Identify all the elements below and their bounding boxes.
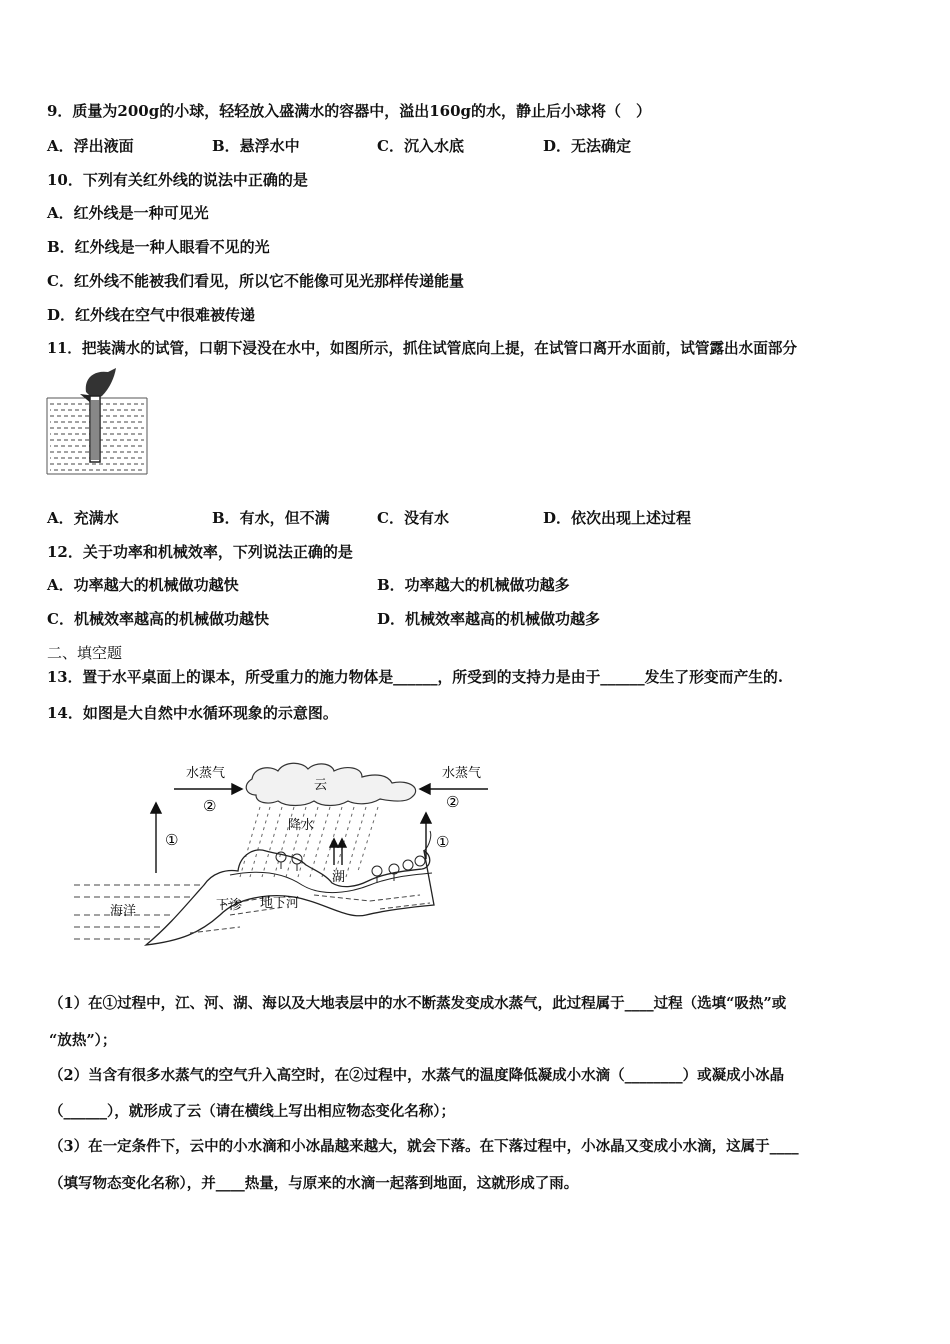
- label-ocean: 海洋: [110, 904, 137, 919]
- section-heading: 二、填空题: [47, 644, 123, 662]
- label-circle1-left: ①: [165, 831, 179, 849]
- water-cycle-figure: [70, 755, 490, 950]
- q12-stem: 12．关于功率和机械效率，下列说法正确的是: [47, 543, 353, 561]
- q14-part1-line2: “放热”）；: [49, 1032, 117, 1049]
- label-vapor-right: 水蒸气: [442, 766, 482, 781]
- label-cloud: 云: [314, 778, 328, 793]
- q10-option-c[interactable]: C．红外线不能被我们看见，所以它不能像可见光那样传递能量: [47, 272, 464, 290]
- label-lake: 湖: [332, 870, 346, 885]
- q13-stem: 13．置于水平桌面上的课本，所受重力的施力物体是______，所受到的支持力是由于______发生了形变而产生的.: [47, 669, 783, 686]
- q14-stem: 14．如图是大自然中水循环现象的示意图。: [47, 704, 338, 722]
- q10-option-a[interactable]: A．红外线是一种可见光: [47, 204, 209, 222]
- q14-part3-line1: （3）在一定条件下，云中的小水滴和小冰晶越来越大，就会下落。在下落过程中，小冰晶又变成小水滴，这属于____: [49, 1138, 799, 1155]
- q14-part2-line2: （______），就形成了云（请在横线上写出相应物态变化名称）；: [49, 1103, 455, 1120]
- q11-option-b[interactable]: B．有水，但不满: [212, 509, 330, 527]
- cloud-shape: [246, 763, 415, 805]
- label-circle2-right: ②: [446, 793, 460, 811]
- q10-option-d[interactable]: D．红外线在空气中很难被传递: [47, 306, 256, 324]
- test-tube-figure: [44, 368, 150, 476]
- q12-option-b[interactable]: B．功率越大的机械做功越多: [377, 576, 570, 594]
- q11-option-a[interactable]: A．充满水: [47, 509, 119, 527]
- q11-option-d[interactable]: D．依次出现上述过程: [543, 509, 692, 527]
- label-circle2-left: ②: [203, 797, 217, 815]
- ocean-dashes: [74, 885, 202, 939]
- q12-option-d[interactable]: D．机械效率越高的机械做功越多: [377, 610, 601, 628]
- label-infiltrate: 下渗: [216, 898, 243, 913]
- q12-option-c[interactable]: C．机械效率越高的机械做功越快: [47, 610, 269, 628]
- q14-part3-line2: （填写物态变化名称），并____热量，与原来的水滴一起落到地面，这就形成了雨。: [49, 1175, 579, 1192]
- q9-option-b[interactable]: B．悬浮水中: [212, 137, 300, 155]
- label-rain: 降水: [288, 818, 315, 833]
- label-underground-river: 地下河: [260, 896, 300, 911]
- q14-part2-line1: （2）当含有很多水蒸气的空气升入高空时，在②过程中，水蒸气的温度降低凝成小水滴（________）或凝成小冰晶: [49, 1067, 785, 1084]
- q12-option-a[interactable]: A．功率越大的机械做功越快: [47, 576, 239, 594]
- q9-option-c[interactable]: C．沉入水底: [377, 137, 464, 155]
- q14-part1-line1: （1）在①过程中，江、河、湖、海以及大地表层中的水不断蒸发变成水蒸气，此过程属于____过程（选填“吸热”或: [49, 995, 787, 1012]
- q10-stem: 10．下列有关红外线的说法中正确的是: [47, 171, 308, 189]
- label-vapor-left: 水蒸气: [186, 766, 226, 781]
- q9-option-d[interactable]: D．无法确定: [543, 137, 632, 155]
- q9-option-a[interactable]: A．浮出液面: [47, 137, 134, 155]
- q10-option-b[interactable]: B．红外线是一种人眼看不见的光: [47, 238, 270, 256]
- q11-stem: 11．把装满水的试管，口朝下浸没在水中，如图所示，抓住试管底向上提，在试管口离开水面前，试管露出水面部分: [47, 340, 798, 357]
- q11-option-c[interactable]: C．没有水: [377, 509, 449, 527]
- q9-stem: 9．质量为200g的小球，轻轻放入盛满水的容器中，溢出160g的水，静止后小球将（ ）: [47, 102, 652, 120]
- label-circle1-right: ①: [436, 833, 450, 851]
